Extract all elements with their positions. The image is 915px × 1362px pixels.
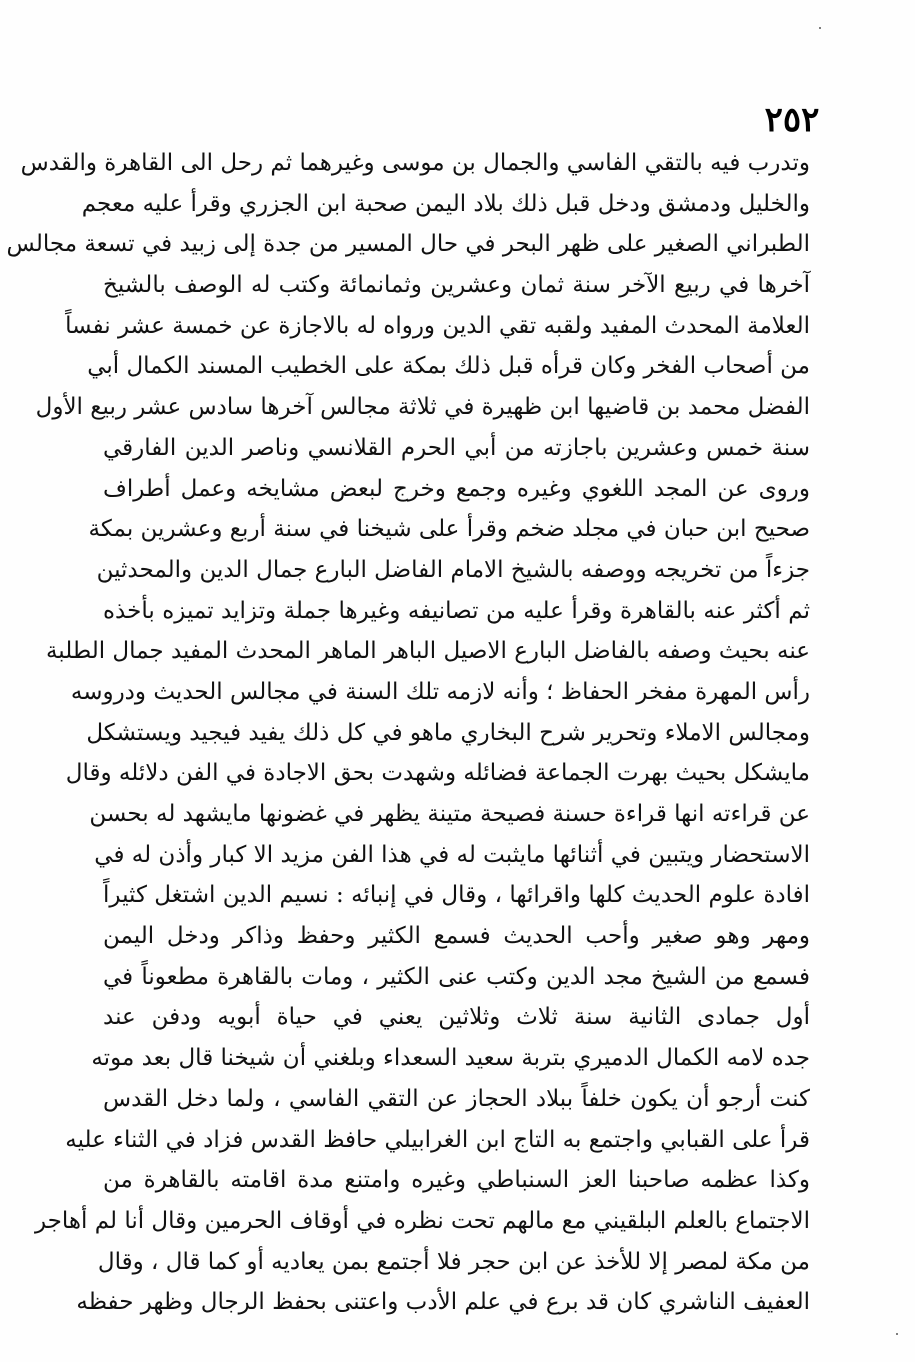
text-line: فسمع من الشيخ مجد الدين وكتب عنى الكثير ، ومات بالقاهرة مطعوناً في bbox=[103, 963, 810, 990]
text-line: العلامة المحدث المفيد ولقبه تقي الدين ورواه له بالاجازة عن خمسة عشر نفساً bbox=[65, 312, 810, 339]
text-line: صحيح ابن حبان في مجلد ضخم وقرأ على شيخنا في سنة أربع وعشرين بمكة bbox=[88, 516, 810, 543]
text-line: عنه بحيث وصفه بالفاضل البارع الاصيل الباهر الماهر المحدث المفيد جمال الطلبة bbox=[45, 638, 810, 665]
text-line: قرأ على القبابي واجتمع به التاج ابن الغرابيلي حافظ القدس فزاد في الثناء عليه bbox=[65, 1126, 810, 1153]
text-line: كنت أرجو أن يكون خلفاً ببلاد الحجاز عن التقي الفاسي ، ولما دخل القدس bbox=[103, 1085, 810, 1112]
text-line: أول جمادى الثانية سنة ثلاث وثلاثين يعني في حياة أبويه ودفن عند bbox=[103, 1004, 810, 1031]
page-number: ٢٥٢ bbox=[764, 100, 820, 140]
text-line: وتدرب فيه بالتقي الفاسي والجمال بن موسى وغيرهما ثم رحل الى القاهرة والقدس bbox=[20, 150, 810, 176]
text-line: جده لامه الكمال الدميري بتربة سعيد السعداء وبلغني أن شيخنا قال بعد موته bbox=[91, 1045, 810, 1072]
text-line: ومهر وهو صغير وأحب الحديث فسمع الكثير وحفظ وذاكر ودخل اليمن bbox=[103, 923, 810, 950]
text-line: الاستحضار ويتبين في أثنائها مايثبت له في هذا الفن مزيد الا كبار وأذن له في bbox=[94, 841, 810, 868]
text-line: الطبراني الصغير على ظهر البحر في حال المسير من جدة إلى زبيد في تسعة مجالس bbox=[6, 231, 810, 258]
text-line: مايشكل بحيث بهرت الجماعة فضائله وشهدت بحق الاجادة في الفن دلائله وقال bbox=[65, 760, 810, 787]
text-line: والخليل ودمشق ودخل قبل ذلك بلاد اليمن صحبة ابن الجزري وقرأ عليه معجم bbox=[81, 190, 810, 217]
text-line: ثم أكثر عنه بالقاهرة وقرأ عليه من تصانيفه وغيرها جملة وتزايد تميزه بأخذه bbox=[103, 597, 810, 624]
text-line: ومجالس الاملاء وتحرير شرح البخاري ماهو في كل ذلك يفيد فيجيد ويستشكل bbox=[86, 719, 810, 746]
text-line: من مكة لمصر إلا للأخذ عن ابن حجر فلا أجتمع بمن يعاديه أو كما قال ، وقال bbox=[97, 1248, 810, 1275]
scan-speck bbox=[819, 27, 821, 29]
text-line: من أصحاب الفخر وكان قرأه قبل ذلك بمكة على الخطيب المسند الكمال أبي bbox=[87, 353, 810, 380]
text-line: الاجتماع بالعلم البلقيني مع مالهم تحت نظره في أوقاف الحرمين وقال أنا لم أهاجر bbox=[34, 1207, 810, 1234]
body-text bbox=[6, 143, 810, 1323]
text-line: وروى عن المجد اللغوي وغيره وجمع وخرج لبعض مشايخه وعمل أطراف bbox=[103, 475, 810, 502]
text-line: سنة خمس وعشرين باجازته من أبي الحرم القلانسي وناصر الدين الفارقي bbox=[103, 434, 810, 461]
text-line: الفضل محمد بن قاضيها ابن ظهيرة في ثلاثة مجالس آخرها سادس عشر ربيع الأول bbox=[35, 394, 810, 421]
scan-speck bbox=[896, 1333, 898, 1335]
text-line: رأس المهرة مفخر الحفاظ ؛ وأنه لازمه تلك السنة في مجالس الحديث ودروسه bbox=[70, 678, 810, 705]
text-line: جزءاً من تخريجه ووصفه بالشيخ الامام الفاضل البارع جمال الدين والمحدثين bbox=[96, 556, 810, 583]
text-line: العفيف الناشري كان قد برع في علم الأدب واعتنى بحفظ الرجال وظهر حفظه bbox=[76, 1289, 810, 1316]
text-line: افادة علوم الحديث كلها واقرائها ، وقال في إنبائه : نسيم الدين اشتغل كثيراً bbox=[103, 882, 810, 909]
text-line: آخرها في ربيع الآخر سنة ثمان وعشرين وثمانمائة وكتب له الوصف بالشيخ bbox=[103, 272, 810, 299]
text-line: وكذا عظمه صاحبنا العز السنباطي وغيره وامتنع مدة اقامته بالقاهرة من bbox=[103, 1167, 810, 1194]
text-line: عن قراءته انها قراءة حسنة فصيحة متينة يظهر في غضونها مايشهد له بحسن bbox=[89, 801, 810, 827]
